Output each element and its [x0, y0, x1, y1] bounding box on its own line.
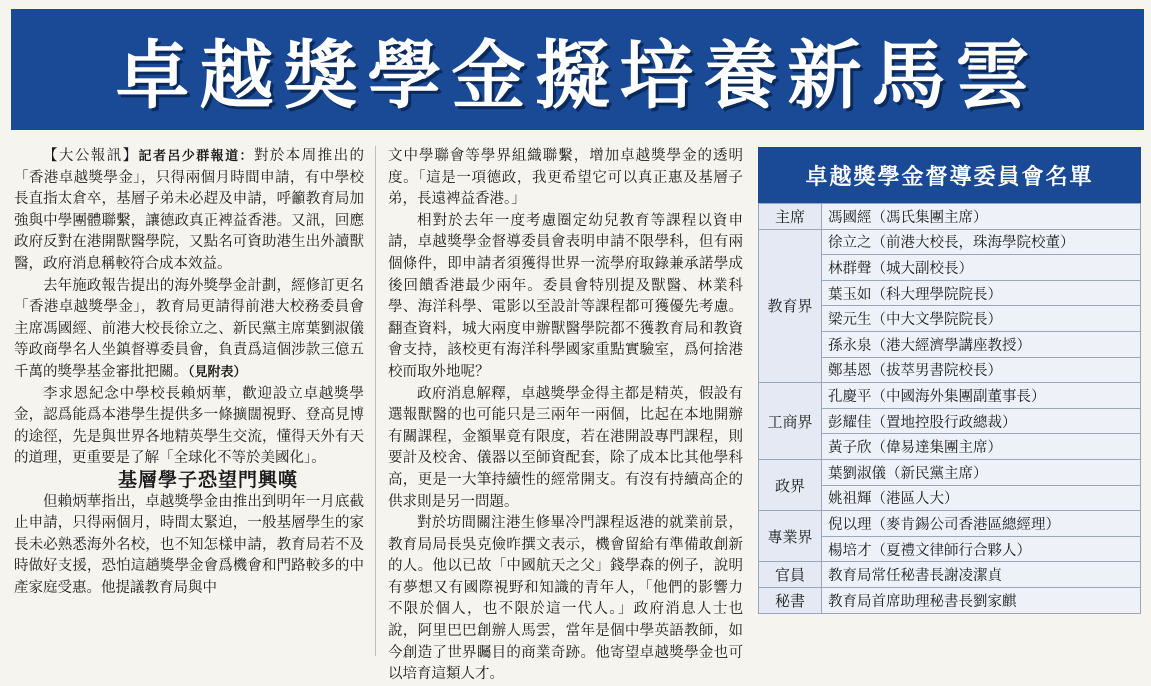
committee-row	[759, 204, 1141, 230]
article-paragraph	[388, 513, 743, 686]
committee-member: 徐立之（前港大校長，珠海學院校董）	[822, 229, 1141, 255]
committee-member: 孔慶平（中國海外集團副董事長）	[822, 383, 1141, 409]
committee-row	[759, 562, 1141, 588]
committee-category: 政界	[759, 459, 822, 510]
committee-member: 孫永泉（港大經濟學講座教授）	[822, 331, 1141, 357]
article-paragraph	[14, 492, 364, 600]
committee-title: 卓越獎學金督導委員會名單	[758, 147, 1141, 203]
dateline: 【大公報訊】	[43, 148, 139, 164]
committee-member: 教育局首席助理秘書長劉家麒	[822, 587, 1141, 613]
paragraph-text: 政府消息解釋，卓越獎學金得主都是精英，假設有選報獸醫的也可能只是三兩年一兩個，比起在本地開辦有關課程，金額畢竟有限度，若在港開設專門課程，則要計及校舍、儀器以至師資配套，除了成本比其他學科高，更是一大筆持續性的經常開支。有沒有持續高企的供求則是另一問題。	[388, 385, 743, 510]
reporter-byline: 記者呂少群報道：	[138, 149, 254, 164]
article-column-1	[14, 146, 364, 599]
committee-row	[759, 459, 1141, 485]
article-column-2	[388, 146, 743, 686]
article-paragraph	[388, 146, 743, 211]
committee-category: 秘書	[759, 587, 822, 613]
headline: 卓越獎學金擬培養新馬雲	[115, 32, 1040, 119]
committee-panel	[758, 147, 1141, 614]
article-paragraph	[14, 384, 364, 470]
committee-member: 林群聲（城大副校長）	[822, 255, 1141, 281]
see-table-note: （見附表）	[188, 364, 247, 380]
committee-member: 梁元生（中大文學院院長）	[822, 306, 1141, 332]
committee-category: 教育界	[759, 229, 822, 383]
column-divider	[375, 146, 376, 656]
paragraph-text: 對於坊間關注港生修畢冷門課程返港的就業前景，教育局局長吳克儉昨撰文表示，機會留給有準備敢創新的人。他以已故「中國航天之父」錢學森的例子，說明有夢想又有國際視野和知識的青年人，「他們的影響力不限於個人，也不限於這一代人。」政府消息人士也說，阿里巴巴創辦人馬雲，當年是個中學英語教師，如今創造了世界矚目的商業奇跡。他寄望卓越獎學金也可以培育這類人才。	[388, 515, 743, 683]
paragraph-text: 李求恩紀念中學校長賴炳華，歡迎設立卓越獎學金，認爲能爲本港學生提供多一條擴闊視野、登高見博的途徑，先是與世界各地精英學生交流，懂得天外有天的道理，更重要是了解「全球化不等於美國化」。	[14, 385, 364, 467]
committee-category: 專業界	[759, 511, 822, 562]
committee-row	[759, 511, 1141, 537]
committee-member: 馮國經（馮氏集團主席）	[822, 204, 1141, 230]
headline-banner	[11, 9, 1144, 130]
paragraph-text: 對於本周推出的「香港卓越獎學金」，只得兩個月時間申請，有中學校長直指太倉卒，基層子弟未必趕及申請，呼籲教育局加強與中學團體聯繫，讓德政真正裨益香港。又訊，回應政府反對在港開獸醫學院，又點名可資助港生出外讀獸醫，政府消息稱較符合成本效益。	[14, 148, 364, 272]
committee-row	[759, 383, 1141, 409]
committee-member: 姚祖輝（港區人大）	[822, 485, 1141, 511]
paragraph-text: 但賴炳華指出，卓越獎學金由推出到明年一月底截止申請，只得兩個月，時間太緊迫，一般基層學生的家長未必熟悉海外名校，也不知怎樣申請，教育局若不及時做好支援，恐怕這趟獎學金會爲機會和門路較多的中產家庭受惠。他提議教育局與中	[14, 493, 364, 596]
subheading: 基層學子恐望門興嘆	[117, 468, 298, 491]
committee-row	[759, 229, 1141, 255]
committee-member: 鄭基恩（拔萃男書院校長）	[822, 357, 1141, 383]
paragraph-text: 相對於去年一度考慮圈定幼兒教育等課程以資申請，卓越獎學金督導委員會表明申請不限學科，但有兩個條件，即申請者須獲得世界一流學府取錄兼承諾學成後回饋香港最少兩年。委員會特別提及獸醫、林業科學、海洋科學、電影以至設計等課程都可獲優先考慮。翻查資料，城大兩度申辦獸醫學院都不獲教育局和教資會支持，該校更有海洋科學國家重點實驗室，爲何捨港校而取外地呢？	[388, 212, 743, 380]
article-paragraph	[388, 384, 743, 514]
committee-member: 楊培才（夏禮文律師行合夥人）	[822, 536, 1141, 562]
committee-category: 官員	[759, 562, 822, 588]
committee-row	[759, 587, 1141, 613]
committee-member: 彭耀佳（置地控股行政總裁）	[822, 408, 1141, 434]
committee-member: 葉玉如（科大理學院院長）	[822, 280, 1141, 306]
committee-member: 葉劉淑儀（新民黨主席）	[822, 459, 1141, 485]
article-paragraph	[14, 276, 364, 384]
committee-member: 教育局常任秘書長謝凌潔貞	[822, 562, 1141, 588]
committee-category: 主席	[759, 204, 822, 230]
committee-category: 工商界	[759, 383, 822, 460]
article-paragraph	[14, 146, 364, 276]
committee-member: 黃子欣（偉易達集團主席）	[822, 434, 1141, 460]
paragraph-text: 去年施政報告提出的海外獎學金計劃，經修訂更名「香港卓越獎學金」，教育局更請得前港大校務委員會主席馮國經、前港大校長徐立之、新民黨主席葉劉淑儀等政商學名人坐鎮督導委員會，負責爲這個涉款三億五千萬的獎學基金審批把關。	[14, 277, 364, 380]
committee-table	[758, 203, 1141, 614]
paragraph-text: 文中學聯會等學界組織聯繫，增加卓越獎學金的透明度。「這是一項德政，我更希望它可以真正惠及基層子弟，長遠裨益香港。」	[388, 148, 743, 208]
article-paragraph	[388, 211, 743, 384]
committee-member: 倪以理（麥肯錫公司香港區總經理）	[822, 511, 1141, 537]
